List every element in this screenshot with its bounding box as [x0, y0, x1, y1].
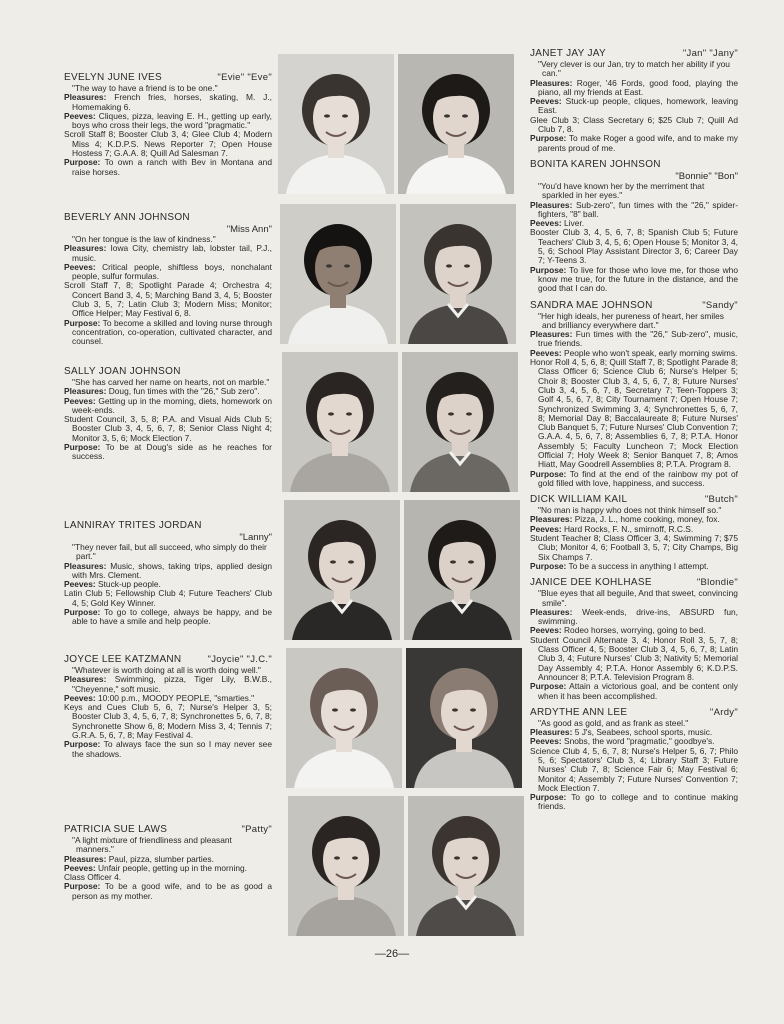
- detail-text: To be a success in anything I attempt.: [568, 560, 709, 571]
- portrait-sandra-johnson: [402, 352, 518, 492]
- portrait-grid: [276, 48, 530, 948]
- portrait-dick-kail: [404, 500, 520, 640]
- student-nickname: "Bonnie" "Bon": [675, 170, 738, 182]
- student-detail: [530, 266, 738, 294]
- student-nickname: "Patty": [241, 824, 272, 835]
- detail-text: Stuck-up people, cliques, homework, leaving East.: [538, 96, 738, 116]
- student-name-line: [64, 212, 272, 224]
- student-detail: [530, 636, 738, 682]
- detail-text: To go to college and to continue making friends.: [538, 792, 738, 812]
- detail-text: To always face the sun so I may never see the shadows.: [72, 739, 272, 759]
- student-name-line: [64, 520, 272, 532]
- detail-label: Pleasures:: [64, 560, 107, 571]
- student-quote: "Whatever is worth doing at all is worth doing well.": [72, 665, 261, 675]
- detail-text: Cliques, pizza, leaving E. H., getting up early, boys who cross their legs, the word "pragmatic.": [72, 110, 272, 131]
- portrait-sally-johnson: [282, 352, 398, 492]
- student-entry: [530, 707, 738, 812]
- detail-text: To live for those who love me, for those who know me true, for the future in the distance, and the good that I can do.: [538, 264, 738, 294]
- student-detail: [64, 158, 272, 177]
- student-quote: "They never fail, but all succeed, who simply do their part.": [72, 542, 267, 562]
- detail-label: Purpose:: [64, 157, 101, 168]
- student-detail: [64, 319, 272, 347]
- student-detail: [530, 608, 738, 627]
- student-quote: "No man is happy who does not think himself so.": [538, 505, 722, 516]
- detail-text: To own a ranch with Bev in Montana and raise horses.: [72, 157, 272, 177]
- detail-text: Snobs, the word "pragmatic," goodbye's.: [564, 736, 715, 747]
- student-entry: [64, 520, 272, 627]
- detail-label: Peeves:: [530, 96, 562, 107]
- detail-text: Keys and Cues Club 5, 6, 7; Nurse's Helper 3, 5; Booster Club 3, 4, 5, 6, 7, 8; Synchronettes 5, 6, 7, 8; Synchronette Show 6, 8; Modern Miss 3, 4; Tennis 7; G.R.A. 5, 6, 7, 8; May Festival 4.: [64, 702, 272, 741]
- detail-text: Booster Club 3, 4, 5, 6, 7, 8; Spanish Club 5; Future Teachers' Club 3, 4, 5, 6; Open House 5; Monitor 3, 4, 5, 6; School Play Assistant Director 3, 6; Career Day 7; Y-Teens 3.: [530, 227, 738, 266]
- student-detail: [64, 397, 272, 416]
- detail-text: Critical people, shiftless boys, nonchalant people, sulfur formulas.: [72, 261, 273, 282]
- student-name: DICK WILLIAM KAIL: [530, 494, 628, 506]
- student-detail: [64, 112, 272, 131]
- detail-label: Purpose:: [530, 264, 567, 275]
- detail-label: Peeves:: [64, 862, 96, 873]
- detail-label: Pleasures:: [530, 606, 573, 617]
- student-quote: "The way to have a friend is to be one.": [72, 83, 218, 93]
- detail-text: To make Roger a good wife, and to make my parents proud of me.: [538, 133, 738, 153]
- detail-text: Glee Club 3; Class Secretary 6; $25 Club 7; Quill Ad Club 7, 8.: [530, 114, 738, 135]
- student-entry: [530, 494, 738, 571]
- student-entry: [64, 824, 272, 901]
- portrait-evelyn-ives: [278, 54, 394, 194]
- right-column: [530, 48, 740, 818]
- detail-text: Fun times with the "26," Sub-zero", music, true friends.: [538, 329, 738, 349]
- student-name: JANET JAY JAY: [530, 48, 606, 59]
- detail-label: Purpose:: [530, 133, 567, 144]
- portrait-ardythe-lee: [408, 796, 524, 936]
- detail-label: Pleasures:: [530, 727, 573, 738]
- student-name: ARDYTHE ANN LEE: [530, 706, 628, 718]
- student-entry: [64, 654, 272, 759]
- detail-text: Paul, pizza, slumber parties.: [108, 853, 214, 864]
- detail-text: Hard Rocks, F. N., smirnoff, R.C.S.: [564, 523, 694, 534]
- student-detail: [64, 675, 272, 694]
- detail-text: 5 J's, Seabees, school sports, music.: [574, 727, 713, 738]
- detail-text: Scroll Staff 8; Booster Club 3, 4; Glee Club 4; Modern Miss 4; K.D.P.S. News Reporter 7; Open House Hostess 7; G.A.A. 8; Quill Ad Salesman 7.: [64, 129, 272, 159]
- student-nickname: "Sandy": [702, 299, 738, 311]
- student-detail: [64, 263, 272, 282]
- detail-text: 10:00 p.m., MOODY PEOPLE, "smarties.": [98, 692, 255, 703]
- detail-label: Purpose:: [530, 681, 567, 692]
- detail-label: Peeves:: [64, 395, 96, 406]
- detail-text: Science Club 4, 5, 6, 7, 8; Nurse's Helper 5, 6, 7; Philo 5, 6; Spectators' Club 3, 4; Library Staff 3; Future Nurses' Club 7, 8; Science Fair 6; May Festival 6; Monitor 4; Assembly 7; Future Nurses' Convention 7; Mock Election 7.: [530, 745, 738, 793]
- student-quote: "She has carved her name on hearts, not on marble.": [72, 377, 270, 387]
- detail-text: Stuck-up people.: [98, 579, 161, 590]
- student-name: JANICE DEE KOHLHASE: [530, 577, 652, 589]
- student-detail: [530, 134, 738, 153]
- detail-text: Class Officer 4.: [64, 872, 122, 883]
- student-quote: "You'd have known her by the merriment that sparkled in her eyes.": [538, 180, 705, 201]
- student-detail: [64, 589, 272, 608]
- student-entry: [530, 300, 738, 489]
- detail-text: People who won't speak, early morning swims.: [564, 347, 738, 358]
- detail-text: To be at Doug's side as he reaches for success.: [72, 442, 272, 462]
- student-detail: [530, 228, 738, 265]
- student-entry: [530, 577, 738, 701]
- detail-text: To go to college, always be happy, and be able to have a smile and help people.: [72, 607, 272, 627]
- student-detail: [530, 79, 738, 98]
- student-quote: "As good as gold, and as frank as steel.": [538, 717, 689, 728]
- detail-label: Pleasures:: [64, 386, 107, 397]
- detail-label: Purpose:: [64, 442, 101, 453]
- student-nickname: "Joycie" "J.C.": [207, 654, 272, 665]
- student-nickname: "Ardy": [709, 706, 738, 718]
- student-detail: [64, 443, 272, 462]
- student-quote: "Very clever is our Jan, try to match her ability if you can.": [538, 59, 730, 79]
- detail-label: Peeves:: [530, 218, 562, 229]
- student-detail: [64, 740, 272, 759]
- student-detail: [64, 703, 272, 740]
- detail-text: Student Council Alternate 3, 4; Honor Roll 3, 5, 7, 8; Class Officer 4, 5; Booster Club 3, 4, 5, 6, 7, 8; Latin Club 3, 4; Future Nurses' Club 3; Nativity 5; Memorial Day Assembly 4; P.T.A. Honor Assembly 6; K.D.P.S. Announcer 8; P.T.A. Television Program 8.: [530, 634, 738, 682]
- detail-text: Student Teacher 8; Class Officer 3, 4; Swimming 7; $75 Club; Monitor 4, 6; Football 3, 5, 7; City Champs, Big Six Champs 7.: [530, 533, 738, 562]
- portrait-joyce-katzmann: [286, 648, 402, 788]
- student-name: SANDRA MAE JOHNSON: [530, 299, 653, 311]
- student-name: BEVERLY ANN JOHNSON: [64, 212, 190, 223]
- student-detail: [530, 470, 738, 489]
- student-name-line: [530, 159, 738, 171]
- detail-text: Scroll Staff 7, 8; Spotlight Parade 4; Orchestra 4; Concert Band 3, 4, 5; Marching Band 3, 4, 5; Booster Club 3, 5, 7; Latin Club 3; Modern Miss; Monitor; Office Helper; May Festival 6, 8.: [64, 280, 272, 319]
- student-detail: [64, 130, 272, 158]
- student-entry: [64, 212, 272, 347]
- detail-text: French fries, horses, skating, M. J., Homemaking 6.: [72, 92, 272, 112]
- detail-label: Pleasures:: [530, 77, 573, 88]
- portrait-janet-jay: [398, 54, 514, 194]
- student-entry: [64, 72, 272, 177]
- detail-label: Purpose:: [64, 881, 101, 892]
- student-nickname: "Evie" "Eve": [217, 72, 272, 83]
- student-nickname: "Miss Ann": [226, 224, 272, 235]
- student-name: EVELYN JUNE IVES: [64, 72, 162, 83]
- detail-text: Student Council, 3, 5, 8; P.A. and Visual Aids Club 5; Booster Club 3, 4, 5, 6, 7, 8; Senior Class Night 4; Monitor 3, 5, 6; Mock Election 7.: [64, 414, 272, 443]
- student-detail: [64, 415, 272, 443]
- detail-label: Peeves:: [530, 736, 562, 747]
- portrait-bonita-johnson: [400, 204, 516, 344]
- detail-label: Pleasures:: [530, 199, 573, 210]
- student-nickname: "Lanny": [239, 532, 272, 543]
- detail-text: Unfair people, getting up in the morning.: [98, 862, 247, 873]
- detail-label: Peeves:: [64, 579, 96, 590]
- student-name-line: [530, 300, 738, 312]
- detail-text: Swimming, pizza, Tiger Lily, B.W.B., "Cheyenne," soft music.: [72, 674, 273, 694]
- student-detail: [64, 93, 272, 112]
- student-name: JOYCE LEE KATZMANN: [64, 654, 182, 665]
- detail-label: Purpose:: [530, 468, 567, 479]
- student-detail: [530, 682, 738, 701]
- student-detail: [530, 562, 738, 571]
- page-number: —26—: [374, 948, 410, 960]
- student-entry: [64, 366, 272, 462]
- detail-text: Getting up in the morning, diets, homework on week-ends.: [72, 395, 272, 415]
- student-detail: [530, 330, 738, 349]
- student-quote: "Her high ideals, her pureness of heart, her smiles and brilliancy everywhere dart.": [538, 310, 724, 330]
- student-nickname: "Jan" "Jany": [682, 48, 738, 59]
- student-detail: [530, 201, 738, 220]
- detail-label: Purpose:: [530, 560, 567, 571]
- detail-text: Attain a victorious goal, and be content only when it has been accomplished.: [538, 681, 738, 701]
- portrait-lanniray-jordan: [284, 500, 400, 640]
- detail-label: Peeves:: [530, 347, 562, 358]
- student-entry: [530, 48, 738, 153]
- detail-text: Iowa City, chemistry lab, lobster tail, P.J., music.: [72, 243, 272, 263]
- detail-label: Peeves:: [64, 261, 96, 272]
- detail-text: Pizza, J. L., home cooking, money, fox.: [574, 514, 720, 525]
- detail-label: Purpose:: [64, 317, 101, 328]
- student-detail: [530, 534, 738, 562]
- student-name: LANNIRAY TRITES JORDAN: [64, 520, 202, 531]
- student-name: SALLY JOAN JOHNSON: [64, 366, 181, 377]
- detail-label: Pleasures:: [530, 329, 573, 340]
- portrait-beverly-johnson: [280, 204, 396, 344]
- student-quote: "A light mixture of friendliness and pleasant manners.": [72, 835, 232, 855]
- student-detail: [530, 793, 738, 812]
- student-detail: [64, 244, 272, 263]
- portrait-patricia-laws: [288, 796, 404, 936]
- detail-text: Roger, '46 Fords, good food, playing the piano, all my friends at East.: [538, 77, 739, 97]
- student-detail: [64, 608, 272, 627]
- detail-label: Pleasures:: [530, 514, 573, 525]
- student-detail: [530, 358, 738, 470]
- student-name: PATRICIA SUE LAWS: [64, 824, 168, 835]
- student-entry: [530, 159, 738, 294]
- student-quote: "On her tongue is the law of kindness.": [72, 234, 216, 244]
- student-name-line: [530, 707, 738, 719]
- detail-label: Purpose:: [64, 607, 101, 618]
- detail-text: Music, shows, taking trips, applied design with Mrs. Clement.: [72, 560, 273, 580]
- detail-label: Purpose:: [530, 792, 567, 803]
- detail-label: Pleasures:: [64, 92, 107, 103]
- detail-text: Rodeo horses, worrying, going to bed.: [564, 625, 706, 636]
- detail-label: Peeves:: [64, 692, 96, 703]
- student-detail: [64, 281, 272, 318]
- detail-label: Purpose:: [64, 739, 101, 750]
- detail-label: Pleasures:: [64, 674, 107, 685]
- detail-label: Pleasures:: [64, 243, 107, 254]
- student-quote: "Blue eyes that all beguile, And that sweet, convincing smile".: [538, 588, 738, 608]
- detail-text: To find at the end of the rainbow my pot of gold filled with love, happiness, and success.: [538, 468, 738, 488]
- detail-text: Latin Club 5; Fellowship Club 4; Future Teachers' Club 4, 5; Gold Key Winner.: [64, 588, 272, 608]
- student-detail: [530, 97, 738, 116]
- student-detail: [530, 116, 738, 135]
- student-nickname: "Butch": [704, 494, 738, 506]
- detail-label: Peeves:: [530, 523, 562, 534]
- detail-text: Honor Roll 4, 5, 6, 8; Quill Staff 7, 8; Spotlight Parade 8; Class Officer 6; Science Club 6; Nurse's Helper 5; Choir 8; Booster Club 3, 4, 5, 6, 7, 8; Future Nurses' Club 3, 4, 5, 6, 7, 8, Secretary 7; Teen-Toppers 3; Golf 4, 5, 6, 7, 8; City Tournament 7; Open House 7; Synchronized Swimming 3, 4; Synchronettes 5, 6, 7, 8; Memorial Day 8; Baccalaureate 8; Future Nurses' Club Banquet 5, 7; Future Nurses' Club Convention 7; G.A.A. 4, 5, 6, 7, 8; Assemblies 6, 7, 8; P.T.A. Honor Assembly 5; Faculty Luncheon 7; Mock Election Official 7; Holy Week 8; Senior Banquet 7, 8; Amos Hiatt, May Goodrell Assemblies 8; P.T.A. Program 8.: [530, 357, 738, 470]
- student-nickname: "Blondie": [696, 577, 738, 589]
- detail-text: Liver.: [564, 218, 585, 229]
- detail-label: Pleasures:: [64, 853, 107, 864]
- student-detail: [64, 882, 272, 901]
- detail-text: Doug, fun times with the "26," Sub zero".: [108, 386, 260, 397]
- student-detail: [64, 562, 272, 581]
- detail-label: Peeves:: [530, 625, 562, 636]
- detail-label: Peeves:: [64, 110, 96, 121]
- student-detail: [530, 747, 738, 793]
- detail-text: Week-ends, drive-ins, ABSURD fun, swimming.: [538, 606, 739, 627]
- portrait-janice-kohlhase: [406, 648, 522, 788]
- student-name: BONITA KAREN JOHNSON: [530, 158, 661, 170]
- detail-text: To be a good wife, and to be as good a person as my mother.: [72, 881, 272, 901]
- detail-text: To become a skilled and loving nurse through concentration, co-operation, cultivated character, and counsel.: [72, 317, 272, 347]
- detail-text: Sub-zero", fun times with the "26," spider-fighters, "8" ball.: [538, 199, 739, 219]
